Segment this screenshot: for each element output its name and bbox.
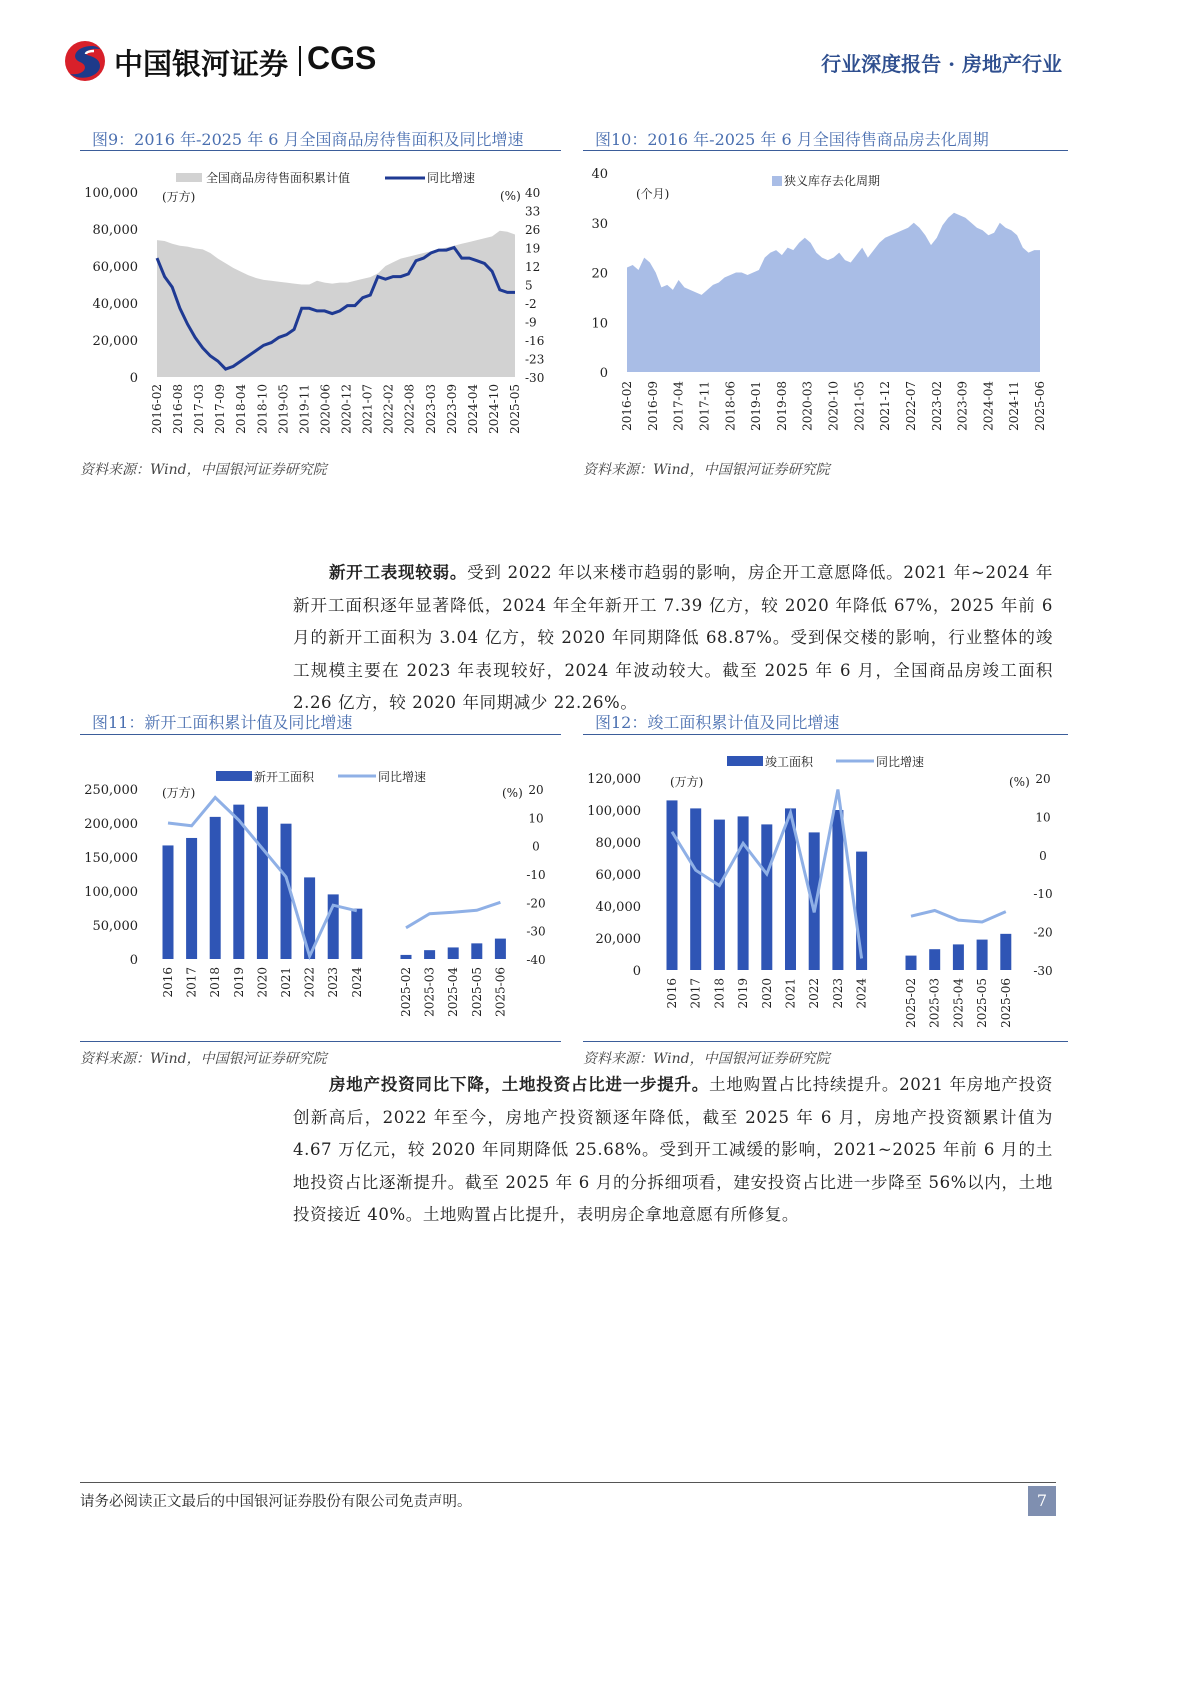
logo-divider (299, 46, 301, 76)
fig10-xtick: 2023-09 (955, 381, 970, 431)
fig9-xtick: 2018-10 (255, 384, 270, 434)
fig11-bar (257, 807, 268, 959)
fig12-ytick-right: 0 (1039, 848, 1047, 863)
fig10-xtick: 2024-04 (981, 381, 996, 431)
fig11-xtick: 2025-06 (493, 967, 508, 1017)
fig12-ylabel-left: (万方) (670, 775, 704, 789)
fig11-xtick: 2025-05 (469, 967, 484, 1017)
page-number: 7 (1028, 1486, 1056, 1516)
fig9-xtick: 2020-12 (339, 384, 354, 434)
fig9-xtick: 2025-05 (508, 384, 522, 434)
fig9-ytick-right: -2 (525, 297, 537, 311)
fig9-xtick: 2022-02 (381, 384, 396, 434)
fig9-ytick-right: -9 (525, 315, 537, 330)
fig11-ylabel-right: (%) (502, 786, 523, 800)
fig10-xtick: 2020-03 (800, 381, 815, 431)
fig12-xtick: 2018 (712, 978, 727, 1009)
fig12-xtick: 2025-03 (927, 978, 942, 1028)
fig9-xtick: 2021-07 (360, 384, 375, 434)
fig12-ytick-right: 20 (1035, 772, 1051, 786)
fig12-bar (832, 810, 843, 970)
paragraph-investment (293, 1069, 1053, 1232)
fig9-ytick-right: 33 (525, 204, 541, 219)
fig9-xtick: 2023-09 (444, 384, 459, 434)
fig10-ytick: 0 (599, 366, 608, 381)
fig9-ytick-left: 80,000 (92, 223, 138, 238)
fig11-xtick: 2025-02 (399, 967, 413, 1017)
fig9-xtick: 2024-10 (486, 384, 501, 434)
fig11-ytick-left: 150,000 (84, 851, 138, 866)
fig12-ytick-left: 120,000 (587, 772, 641, 787)
fig9-xtick: 2022-08 (402, 384, 417, 434)
fig9-source: 资料来源：Wind，中国银河证券研究院 (80, 462, 327, 478)
fig11-legend-line: 同比增速 (378, 770, 427, 784)
fig11-xtick: 2020 (255, 967, 270, 998)
fig12-ytick-right: -20 (1033, 925, 1053, 940)
fig11-legend-bar-swatch (216, 771, 252, 781)
fig12-bar (714, 820, 725, 970)
fig10-chart (583, 160, 1068, 460)
logo (62, 40, 377, 82)
fig10-xtick: 2019-01 (749, 381, 764, 431)
fig12-xtick: 2024 (854, 978, 869, 1009)
fig12-ytick-left: 80,000 (595, 836, 641, 851)
fig12-bar (977, 940, 988, 970)
fig10-ylabel: (个月) (636, 187, 670, 201)
fig12-xtick: 2023 (830, 978, 845, 1009)
fig12-bar (1000, 934, 1011, 970)
fig11-xtick: 2025-03 (422, 967, 437, 1017)
fig9-ytick-right: 40 (525, 186, 541, 200)
fig12-rule (583, 734, 1068, 735)
logo-en-text: CGS (307, 40, 377, 76)
fig9-xtick: 2018-04 (234, 384, 249, 434)
fig9-ytick-left: 40,000 (92, 297, 138, 312)
fig12-ylabel-right: (%) (1009, 775, 1030, 789)
fig11-ytick-left: 100,000 (84, 885, 138, 900)
fig12-xtick: 2016 (665, 978, 679, 1009)
fig12-ytick-left: 40,000 (595, 900, 641, 915)
paragraph1-body: 受到 2022 年以来楼市趋弱的影响，房企开工意愿降低。2021 年~2024 年新开工面积逐年显著降低，2024 年全年新开工 7.39 亿方，较 2020 年降低 67%，2025 年前 6 月的新开工面积为 3.04 亿方，较 2020 年同期降低 68.87%。受到保交楼的影响，行业整体的竣工规模主要在 2023 年表现较好，2024 年波动较大。截至 2025 年 6 月，全国商品房竣工面积 2.26 亿方，较 2020 年同期减少 22.26%。 (293, 563, 1053, 712)
fig10-legend: 狭义库存去化周期 (784, 174, 881, 188)
fig11-bar (163, 845, 174, 959)
fig11-bar (495, 939, 506, 959)
fig12-bar (667, 800, 678, 970)
fig11-ytick-right: 10 (528, 811, 544, 826)
fig12-title: 图12：竣工面积累计值及同比增速 (595, 713, 840, 732)
fig10-xtick: 2017-11 (697, 381, 712, 431)
fig9-ytick-right: -30 (525, 371, 545, 385)
fig10-ytick: 10 (591, 316, 608, 332)
fig12-xtick: 2019 (736, 978, 751, 1009)
fig9-title: 图9：2016 年-2025 年 6 月全国商品房待售面积及同比增速 (92, 130, 524, 149)
fig9-legend-area-swatch (176, 173, 202, 182)
fig11-rule (80, 734, 561, 735)
fig9-xtick: 2017-09 (213, 384, 228, 434)
fig12-xtick: 2017 (688, 978, 703, 1009)
fig9-legend-area: 全国商品房待售面积累计值 (206, 171, 351, 185)
fig12-xtick: 2025-05 (975, 978, 990, 1028)
fig12-legend-bar-swatch (727, 756, 763, 766)
fig10-xtick: 2025-06 (1033, 381, 1047, 431)
logo-cn-text: 中国银河证券 (114, 47, 289, 81)
paragraph-new-starts (293, 557, 1053, 720)
fig11-bar (424, 950, 435, 959)
fig11-ytick-right: -40 (526, 953, 546, 967)
fig10-xtick: 2020-10 (826, 381, 841, 431)
fig9-xtick: 2023-03 (423, 384, 438, 434)
fig10-xtick: 2016-02 (620, 381, 634, 431)
fig11-ytick-right: 0 (532, 839, 540, 854)
fig10-xtick: 2021-05 (852, 381, 867, 431)
fig11-xtick: 2017 (184, 967, 199, 998)
fig9-ytick-left: 100,000 (84, 186, 138, 201)
fig9-xtick: 2017-03 (192, 384, 207, 434)
fig12-ytick-left: 0 (632, 964, 641, 979)
fig9-ylabel-left: (万方) (162, 190, 196, 204)
fig10-xtick: 2023-02 (929, 381, 944, 431)
fig10-ytick: 40 (591, 167, 608, 182)
fig10-ytick: 20 (591, 266, 608, 282)
report-type: 行业深度报告 · 房地产行业 (821, 52, 1062, 76)
fig10-area-series (627, 213, 1040, 372)
fig11-bar (448, 947, 459, 959)
fig10-title: 图10：2016 年-2025 年 6 月全国待售商品房去化周期 (595, 130, 989, 149)
fig12-ytick-left: 20,000 (595, 932, 641, 947)
fig12-ytick-left: 60,000 (595, 868, 641, 883)
fig11-yoy-line (406, 902, 500, 928)
fig9-xtick: 2020-06 (318, 384, 333, 434)
fig11-ytick-left: 250,000 (84, 783, 138, 798)
fig12-chart (583, 748, 1068, 1038)
footer-disclaimer: 请务必阅读正文最后的中国银河证券股份有限公司免责声明。 (80, 1494, 472, 1510)
fig12-bar (906, 956, 917, 970)
fig12-xtick: 2025-02 (904, 978, 918, 1028)
fig10-legend-swatch (772, 176, 782, 186)
fig9-xtick: 2024-04 (465, 384, 480, 434)
fig9-ytick-left: 0 (129, 371, 138, 386)
fig9-chart (80, 160, 561, 460)
fig11-xtick: 2025-04 (446, 967, 461, 1017)
fig12-xtick: 2021 (783, 978, 798, 1009)
fig12-xtick: 2020 (759, 978, 774, 1009)
fig11-ytick-right: 20 (528, 783, 544, 797)
fig11-ytick-left: 50,000 (92, 919, 138, 934)
fig11-xtick: 2024 (349, 967, 364, 998)
fig9-legend-line: 同比增速 (427, 171, 476, 185)
fig9-ylabel-right: (%) (500, 189, 521, 203)
fig10-xtick: 2021-12 (878, 381, 893, 431)
fig10-xtick: 2017-04 (671, 381, 686, 431)
fig11-bar (186, 838, 197, 959)
fig11-xtick: 2023 (326, 967, 341, 998)
fig10-xtick: 2022-07 (903, 381, 918, 431)
fig11-title: 图11：新开工面积累计值及同比增速 (92, 713, 353, 732)
fig9-ytick-right: 12 (525, 260, 541, 274)
fig11-bar (471, 943, 482, 959)
fig9-ytick-right: -16 (525, 334, 545, 348)
fig11-ylabel-left: (万方) (162, 786, 196, 800)
fig9-ytick-right: 19 (525, 241, 541, 256)
logo-mark-icon (62, 40, 108, 82)
fig12-legend-line: 同比增速 (876, 755, 925, 769)
fig11-ytick-right: -30 (526, 924, 546, 939)
fig11-chart (80, 748, 561, 1038)
fig11-bar (401, 955, 412, 959)
fig12-ytick-right: -10 (1033, 887, 1053, 902)
fig11-bar (210, 817, 221, 959)
fig9-ytick-left: 20,000 (92, 334, 138, 349)
fig9-ytick-right: 5 (525, 278, 533, 293)
paragraph2-lead: 房地产投资同比下降，土地投资占比进一步提升。 (329, 1075, 710, 1094)
fig12-xtick: 2025-04 (951, 978, 966, 1028)
fig12-xtick: 2025-06 (998, 978, 1013, 1028)
fig11-xtick: 2022 (302, 967, 317, 998)
fig12-bar (738, 816, 749, 970)
fig11-xtick: 2018 (208, 967, 223, 998)
fig12-xtick: 2022 (807, 978, 822, 1009)
fig9-rule (80, 150, 561, 151)
fig11-legend-bar: 新开工面积 (254, 770, 315, 784)
fig12-source: 资料来源：Wind，中国银河证券研究院 (583, 1051, 830, 1067)
fig12-bar (761, 824, 772, 970)
fig12-bar (929, 949, 940, 970)
fig10-rule (583, 150, 1068, 151)
footer-rule (80, 1482, 1056, 1483)
fig11-source: 资料来源：Wind，中国银河证券研究院 (80, 1051, 327, 1067)
fig12-bar (953, 944, 964, 970)
fig11-bar (233, 805, 244, 959)
fig11-xtick: 2016 (161, 967, 175, 998)
fig11-ytick-left: 0 (129, 953, 138, 968)
fig11-xtick: 2019 (231, 967, 246, 998)
fig10-ytick: 30 (591, 216, 608, 232)
fig9-ytick-left: 60,000 (92, 260, 138, 275)
fig11-ytick-left: 200,000 (84, 817, 138, 832)
fig9-xtick: 2016-02 (150, 384, 164, 434)
fig11-bottom-rule (80, 1041, 561, 1042)
fig10-xtick: 2016-09 (645, 381, 660, 431)
fig9-xtick: 2016-08 (171, 384, 186, 434)
fig12-yoy-line (911, 911, 1006, 923)
fig11-bar (351, 909, 362, 959)
fig10-xtick: 2024-11 (1007, 381, 1022, 431)
fig11-ytick-right: -10 (526, 868, 546, 882)
fig10-xtick: 2018-06 (723, 381, 738, 431)
fig9-xtick: 2019-05 (276, 384, 291, 434)
fig10-xtick: 2019-08 (774, 381, 789, 431)
paragraph2-body: 土地购置占比持续提升。2021 年房地产投资创新高后，2022 年至今，房地产投资额逐年降低，截至 2025 年 6 月，房地产投资额累计值为 4.67 万亿元，较 2020 年同期降低 25.68%。受到开工减缓的影响，2021~2025 年前 6 月的土地投资占比逐渐提升。截至 2025 年 6 月的分拆细项看，建安投资占比进一步降至 56%以内，土地投资接近 40%。土地购置占比提升，表明房企拿地意愿有所修复。 (293, 1075, 1054, 1224)
fig11-xtick: 2021 (279, 967, 293, 998)
fig12-bar (690, 808, 701, 970)
fig12-ytick-right: -30 (1033, 964, 1053, 978)
fig10-source: 资料来源：Wind，中国银河证券研究院 (583, 462, 830, 478)
fig9-xtick: 2019-11 (297, 384, 312, 434)
paragraph1-lead: 新开工表现较弱。 (329, 563, 468, 582)
fig12-ytick-right: 10 (1035, 810, 1051, 825)
fig12-legend-bar: 竣工面积 (765, 755, 814, 769)
fig12-ytick-left: 100,000 (587, 804, 641, 819)
fig9-ytick-right: -23 (525, 352, 545, 367)
fig9-ytick-right: 26 (525, 223, 541, 237)
fig12-bottom-rule (583, 1041, 1068, 1042)
fig11-ytick-right: -20 (526, 896, 546, 911)
